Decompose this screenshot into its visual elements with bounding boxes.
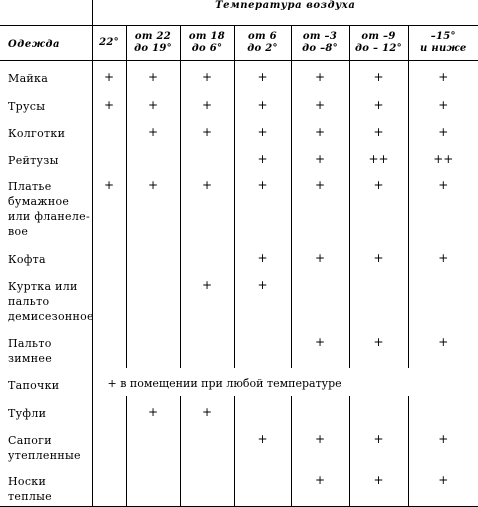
- mark-cell: [92, 423, 126, 465]
- mark-cell: [180, 464, 234, 506]
- mark-cell: [126, 326, 180, 368]
- mark-cell: +: [126, 61, 180, 89]
- table-row: [0, 242, 478, 269]
- mark-cell: [291, 396, 349, 423]
- mark-cell: [126, 143, 180, 170]
- mark-cell: [180, 326, 234, 368]
- mark-cell: +: [349, 116, 408, 143]
- table-row: [0, 61, 478, 89]
- table-row: [0, 368, 478, 396]
- mark-cell: [349, 269, 408, 326]
- table-row: [0, 143, 478, 170]
- mark-cell: [408, 396, 478, 423]
- clothing-name-line: пальто: [8, 295, 50, 309]
- clothing-name-cell: [0, 269, 92, 326]
- mark-cell: +: [180, 396, 234, 423]
- temperature-column-header: [291, 26, 349, 61]
- mark-cell: +: [234, 116, 291, 143]
- mark-cell: +: [180, 89, 234, 116]
- mark-cell: [234, 464, 291, 506]
- table-row: [0, 116, 478, 143]
- temperature-label: от –9: [361, 31, 396, 42]
- mark-cell: +: [126, 396, 180, 423]
- clothing-name-cell: [0, 61, 92, 89]
- table-row: [0, 423, 478, 465]
- mark-cell: +: [234, 269, 291, 326]
- mark-cell: [126, 242, 180, 269]
- mark-cell: [126, 269, 180, 326]
- mark-cell: +: [234, 169, 291, 242]
- mark-cell: +: [92, 169, 126, 242]
- table-row: [0, 396, 478, 423]
- temperature-label: –15°: [430, 31, 456, 42]
- clothing-name-line: Платье: [8, 180, 52, 194]
- mark-cell: +: [291, 143, 349, 170]
- table-row: [0, 169, 478, 242]
- clothing-name-line: зимнее: [8, 352, 53, 366]
- mark-cell: +: [126, 116, 180, 143]
- mark-cell: +: [234, 89, 291, 116]
- clothing-name-cell: [0, 368, 92, 396]
- clothing-name: Тапочки: [8, 378, 60, 392]
- mark-cell: [180, 242, 234, 269]
- clothing-name: Кофта: [8, 253, 46, 267]
- mark-cell: +: [126, 89, 180, 116]
- temperature-label: и ниже: [420, 43, 467, 54]
- mark-cell: +: [234, 61, 291, 89]
- temperature-column-header: [408, 26, 478, 61]
- temperature-column-header: [180, 26, 234, 61]
- mark-cell: +: [349, 326, 408, 368]
- temperature-column-header: [126, 26, 180, 61]
- mark-cell: +: [291, 326, 349, 368]
- temperature-label: от 18: [188, 31, 226, 42]
- temperature-label: до 2°: [247, 43, 278, 54]
- clothing-name: Трусы: [8, 99, 46, 113]
- mark-cell: +: [408, 326, 478, 368]
- clothing-name-line: Сапоги: [8, 433, 52, 447]
- mark-cell: [234, 396, 291, 423]
- clothing-name-cell: [0, 143, 92, 170]
- temperature-label: до – 12°: [355, 43, 402, 54]
- mark-cell: [180, 423, 234, 465]
- indoor-note-cell: + в помещении при любой температуре: [92, 368, 478, 396]
- mark-cell: +: [234, 242, 291, 269]
- temperature-column-header: [92, 26, 126, 61]
- mark-cell: +: [180, 169, 234, 242]
- mark-cell: +: [349, 169, 408, 242]
- mark-cell: +: [408, 116, 478, 143]
- mark-cell: +: [92, 89, 126, 116]
- clothing-name: Туфли: [8, 406, 47, 420]
- mark-cell: +: [408, 169, 478, 242]
- mark-cell: +: [180, 116, 234, 143]
- clothing-name-line: теплые: [8, 490, 52, 504]
- mark-cell: +: [234, 423, 291, 465]
- mark-cell: [92, 143, 126, 170]
- mark-cell: [92, 464, 126, 506]
- clothing-name-cell: [0, 464, 92, 506]
- mark-cell: +: [291, 423, 349, 465]
- table-row: [0, 269, 478, 326]
- temperature-column-header: [234, 26, 291, 61]
- mark-cell: +: [408, 242, 478, 269]
- clothing-name: Колготки: [8, 126, 66, 140]
- temperature-label: от –3: [302, 31, 338, 42]
- table-row: [0, 464, 478, 506]
- mark-cell: +: [291, 61, 349, 89]
- mark-cell: +: [408, 423, 478, 465]
- temperature-label: от 22: [134, 31, 172, 42]
- mark-cell: +: [408, 464, 478, 506]
- clothing-column-label: Одежда: [8, 38, 61, 50]
- mark-cell: +: [291, 464, 349, 506]
- clothing-name-cell: [0, 89, 92, 116]
- clothing-name-line: утепленные: [8, 448, 81, 462]
- temperature-label: до –8°: [302, 43, 338, 54]
- clothing-name-cell: [0, 116, 92, 143]
- mark-cell: +: [180, 61, 234, 89]
- mark-cell: +: [291, 242, 349, 269]
- clothing-name-line: Куртка или: [8, 280, 78, 294]
- clothing-name-cell: [0, 242, 92, 269]
- mark-cell: [408, 269, 478, 326]
- temperature-label: до 19°: [134, 43, 172, 54]
- temperature-label: от 6: [248, 31, 277, 42]
- mark-cell: +: [291, 169, 349, 242]
- mark-cell: [92, 326, 126, 368]
- mark-cell: [126, 464, 180, 506]
- mark-cell: [180, 143, 234, 170]
- mark-cell: [349, 396, 408, 423]
- mark-cell: [234, 326, 291, 368]
- clothing-name-cell: [0, 423, 92, 465]
- mark-cell: +: [349, 61, 408, 89]
- mark-cell: [92, 242, 126, 269]
- mark-cell: +: [408, 61, 478, 89]
- clothing-name-line: бумажное: [8, 195, 70, 209]
- clothing-name: Рейтузы: [8, 153, 59, 167]
- mark-cell: [126, 423, 180, 465]
- mark-cell: +: [291, 116, 349, 143]
- mark-cell: +: [408, 89, 478, 116]
- mark-cell: ++: [349, 143, 408, 170]
- mark-cell: [291, 269, 349, 326]
- mark-cell: [92, 396, 126, 423]
- mark-cell: +: [349, 242, 408, 269]
- clothing-name-line: Носки: [8, 475, 47, 489]
- mark-cell: +: [349, 423, 408, 465]
- clothing-name-cell: [0, 396, 92, 423]
- mark-cell: ++: [408, 143, 478, 170]
- table-row: [0, 89, 478, 116]
- clothing-name-line: Пальто: [8, 337, 52, 351]
- mark-cell: +: [126, 169, 180, 242]
- clothing-name-line: или фланеле-: [8, 210, 90, 224]
- mark-cell: +: [349, 464, 408, 506]
- temperature-label: до 6°: [191, 43, 223, 54]
- clothing-name: Майка: [8, 72, 49, 85]
- mark-cell: +: [291, 89, 349, 116]
- mark-cell: +: [234, 143, 291, 170]
- mark-cell: +: [349, 89, 408, 116]
- temperature-label: 22°: [99, 37, 119, 48]
- mark-cell: +: [180, 269, 234, 326]
- air-temperature-header: Температура воздуха: [92, 0, 478, 26]
- clothing-name-line: демисезонное: [8, 310, 94, 324]
- table-row: [0, 326, 478, 368]
- mark-cell: +: [92, 61, 126, 89]
- mark-cell: [92, 116, 126, 143]
- clothing-column-header: [0, 26, 92, 61]
- header-blank-cell: [0, 0, 92, 26]
- mark-cell: [92, 269, 126, 326]
- temperature-column-header: [349, 26, 408, 61]
- clothing-name-cell: [0, 169, 92, 242]
- clothing-name-cell: [0, 326, 92, 368]
- clothing-name-line: вое: [8, 225, 29, 239]
